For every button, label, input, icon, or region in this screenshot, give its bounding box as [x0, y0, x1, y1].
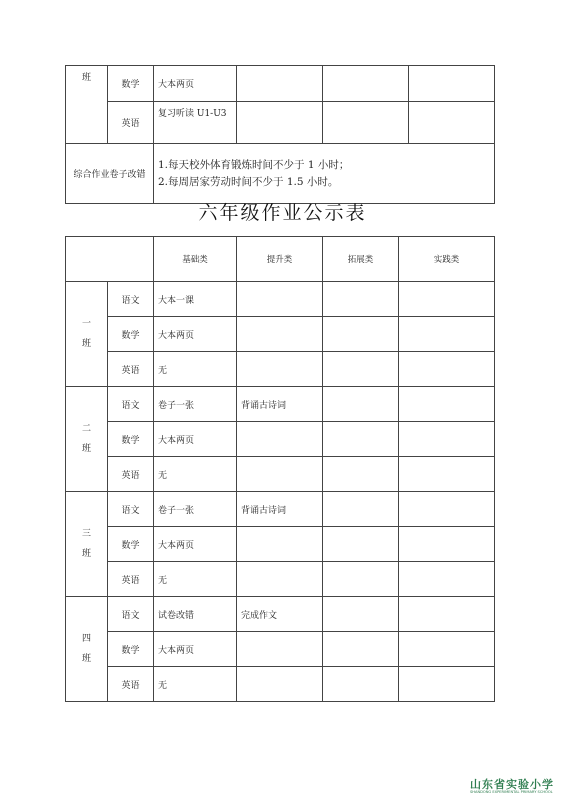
basic-cell: 复习听读 U1-U3 — [154, 102, 237, 144]
subject-cell: 数学 — [108, 422, 154, 457]
practice-cell — [399, 282, 495, 317]
basic-cell: 卷子一张 — [154, 492, 237, 527]
summary-line: 2.每周居家劳动时间不少于 1.5 小时。 — [158, 175, 339, 188]
advance-cell — [237, 102, 323, 144]
practice-cell — [409, 66, 495, 102]
class-cell: 四 班 — [66, 597, 108, 702]
top-table — [65, 65, 495, 204]
subject-cell: 数学 — [108, 66, 154, 102]
advance-cell — [237, 66, 323, 102]
practice-cell — [399, 632, 495, 667]
class-cell: 三 班 — [66, 492, 108, 597]
page-title: 六年级作业公示表 — [198, 202, 367, 224]
practice-cell — [399, 492, 495, 527]
basic-cell: 大本两页 — [154, 632, 237, 667]
extend-cell — [323, 632, 399, 667]
advance-cell — [237, 282, 323, 317]
basic-cell: 大本两页 — [154, 422, 237, 457]
basic-cell: 试卷改错 — [154, 597, 237, 632]
subject-cell: 语文 — [108, 282, 154, 317]
advance-cell: 背诵古诗词 — [237, 492, 323, 527]
practice-cell — [399, 317, 495, 352]
practice-cell — [399, 597, 495, 632]
subject-cell: 数学 — [108, 632, 154, 667]
advance-cell — [237, 457, 323, 492]
practice-cell — [399, 422, 495, 457]
practice-cell — [409, 102, 495, 144]
basic-cell: 无 — [154, 562, 237, 597]
extend-cell — [323, 282, 399, 317]
advance-cell — [237, 352, 323, 387]
summary-label: 综合作业卷子改错 — [66, 144, 154, 204]
practice-cell — [399, 387, 495, 422]
subject-cell: 语文 — [108, 492, 154, 527]
top-class-cell: 班 — [66, 66, 108, 144]
subject-cell: 英语 — [108, 667, 154, 702]
subject-cell: 英语 — [108, 102, 154, 144]
subject-cell: 数学 — [108, 317, 154, 352]
basic-cell: 无 — [154, 457, 237, 492]
class-cell: 二 班 — [66, 387, 108, 492]
basic-cell: 无 — [154, 667, 237, 702]
header-basic: 基础类 — [154, 237, 237, 282]
subject-cell: 语文 — [108, 387, 154, 422]
advance-cell — [237, 527, 323, 562]
practice-cell — [399, 527, 495, 562]
extend-cell — [323, 387, 399, 422]
corner-header — [66, 237, 154, 282]
extend-cell — [323, 102, 409, 144]
subject-cell: 英语 — [108, 457, 154, 492]
subject-cell: 语文 — [108, 597, 154, 632]
header-advance: 提升类 — [237, 237, 323, 282]
advance-cell — [237, 632, 323, 667]
header-extend: 拓展类 — [323, 237, 399, 282]
advance-cell — [237, 667, 323, 702]
basic-cell: 无 — [154, 352, 237, 387]
advance-cell — [237, 422, 323, 457]
extend-cell — [323, 457, 399, 492]
practice-cell — [399, 352, 495, 387]
basic-cell: 大本两页 — [154, 317, 237, 352]
extend-cell — [323, 667, 399, 702]
summary-line: 1.每天校外体育锻炼时间不少于 1 小时； — [158, 158, 350, 171]
school-logo — [470, 776, 562, 798]
advance-cell: 完成作文 — [237, 597, 323, 632]
practice-cell — [399, 457, 495, 492]
subject-cell: 英语 — [108, 352, 154, 387]
extend-cell — [323, 597, 399, 632]
extend-cell — [323, 527, 399, 562]
extend-cell — [323, 492, 399, 527]
basic-cell: 卷子一张 — [154, 387, 237, 422]
extend-cell — [323, 66, 409, 102]
extend-cell — [323, 317, 399, 352]
extend-cell — [323, 352, 399, 387]
practice-cell — [399, 562, 495, 597]
summary-content — [154, 144, 495, 204]
basic-cell: 大本两页 — [154, 527, 237, 562]
basic-cell: 大本两页 — [154, 66, 237, 102]
practice-cell — [399, 667, 495, 702]
extend-cell — [323, 422, 399, 457]
school-name-english: SHANDONG EXPERIMENTAL PRIMARY SCHOOL — [470, 790, 553, 794]
subject-cell: 数学 — [108, 527, 154, 562]
header-practice: 实践类 — [399, 237, 495, 282]
class-cell: 一 班 — [66, 282, 108, 387]
advance-cell — [237, 317, 323, 352]
extend-cell — [323, 562, 399, 597]
homework-table — [65, 236, 495, 702]
school-name: 山东省实验小学 — [470, 778, 554, 791]
subject-cell: 英语 — [108, 562, 154, 597]
basic-cell: 大本一课 — [154, 282, 237, 317]
advance-cell — [237, 562, 323, 597]
advance-cell: 背诵古诗词 — [237, 387, 323, 422]
